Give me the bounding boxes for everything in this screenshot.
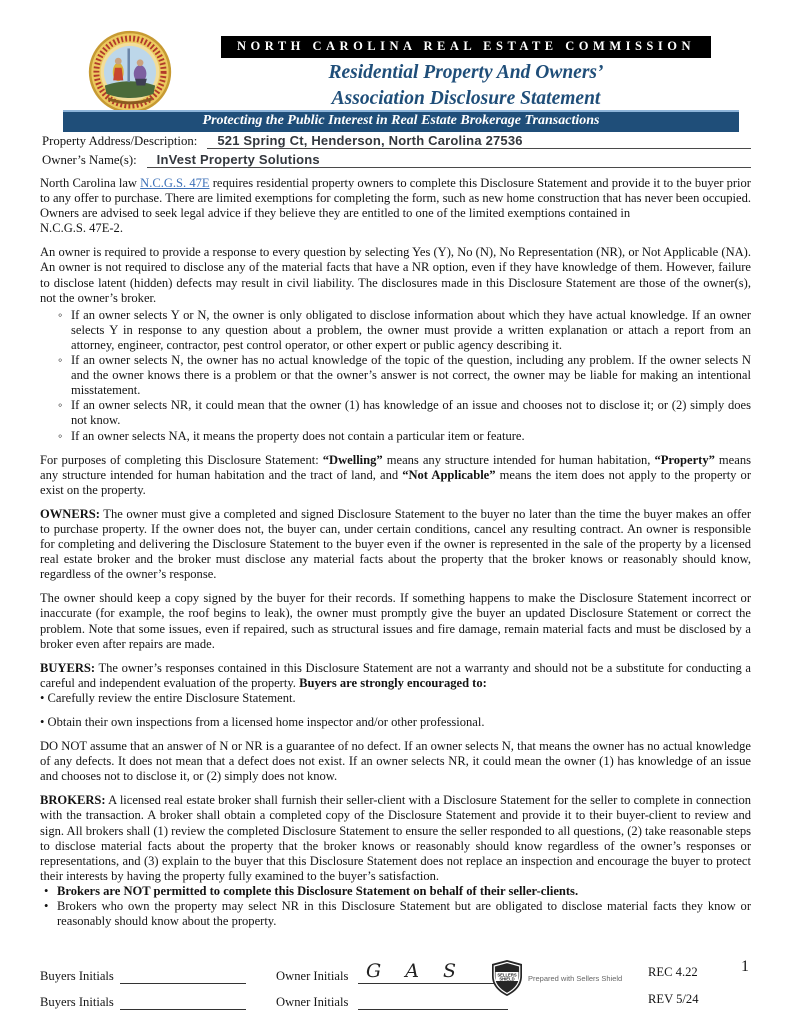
brokers-paragraph [40, 793, 751, 884]
list-item [58, 398, 751, 428]
brokers-text: A licensed real estate broker shall furnish their seller-client with a Disclosure Statement for the seller to complete in connection with the transaction. A broker shall obtain a completed copy of the Disclosure Statement and provide it to their buyer-client to review and sign. All brokers shall (1) review the completed Disclosure Statement to ensure the seller responded to all questions, (2) take reasonable steps to disclose material facts about the property that the broker knows or reasonably should know regardless of the owner’s responses or representations, and (3) explain to the buyer that this Disclosure Statement does not replace an inspection and encourage the buyer to protect their interests by having the property fully examined to the buyer’s satisfaction. [40, 793, 751, 883]
sub-bullet-icon: ◦ [58, 353, 63, 368]
bullet-icon: • [40, 715, 45, 729]
dwelling-term: “Dwelling” [322, 452, 383, 467]
buyers-initials-line-1[interactable] [120, 963, 246, 984]
definitions-text: For purposes of completing this Disclosure Statement: [40, 452, 323, 467]
shield-caption: Prepared with Sellers Shield [528, 973, 623, 983]
owners-text: The owner must give a completed and signed Disclosure Statement to the buyer no later than the time the buyer makes an offer to purchase property. If the owner does not, the buyer can, under certain conditions, cancel any resulting contract. An owner is responsible for completing and delivering the Disclosure Statement to the buyer even if the owner is represented in the sale of the property by a licensed real estate broker and the broker must disclose any material facts about the property that the broker knows or reasonably should know, regardless of the owner’s response. [40, 506, 751, 582]
bullet-text: If an owner selects NA, it means the property does not contain a particular item or feature. [71, 428, 525, 443]
owner-initials-label: Owner Initials [276, 969, 349, 983]
response-options-paragraph: An owner is required to provide a response to every question by selecting Yes (Y), No (N), No Representation (NR), or Not Applicable (NA). An owner is not required to disclose any of the material facts that have a NR option, even if they have knowledge of them. However, failure to disclose latent (hidden) defects may result in civil liability. The disclosures made in this Disclosure Statement are those of the owner(s), not the owner’s broker. [40, 245, 751, 305]
sellers-shield-branding [492, 960, 622, 996]
bullet-text: If an owner selects Y or N, the owner is only obligated to disclose information about which they have actual knowledge. If an owner selects Y in response to any question about a problem, the owner must provide a written explanation or attach a report from an attorney, engineer, contractor, pest control operator, or other expert or public agency describing it. [71, 307, 751, 352]
bullet-text: If an owner selects N, the owner has no actual knowledge of the topic of the question, including any problem. If the owner selects N and the owner knows there is a problem or that the owner’s answer is not correct, the owner may be liable for making an intentional misstatement. [71, 353, 751, 398]
buyers-bullet-1 [40, 691, 751, 706]
property-address-row [42, 132, 751, 149]
brokers-heading: BROKERS: [40, 793, 106, 808]
page-number: 1 [741, 958, 749, 975]
document-header [190, 36, 742, 110]
sub-bullet-icon: ◦ [58, 428, 63, 443]
bullet-icon: • [44, 899, 49, 914]
initials-row-1 [40, 958, 751, 984]
buyers-initials-label: Buyers Initials [40, 995, 114, 1009]
commission-title-bar: NORTH CAROLINA REAL ESTATE COMMISSION [221, 36, 711, 58]
bullet-text: If an owner selects NR, it could mean that the owner (1) has knowledge of an issue and chooses not to disclose it; or (2) simply does not know. [71, 398, 751, 428]
owners-heading: OWNERS: [40, 506, 100, 521]
bullet-text: Obtain their own inspections from a licensed home inspector and/or other professional. [47, 715, 485, 729]
bullet-text: Brokers are NOT permitted to complete this Disclosure Statement on behalf of their seller-clients. [57, 883, 579, 898]
property-term: “Property” [654, 452, 715, 467]
tagline-banner: Protecting the Public Interest in Real Estate Brokerage Transactions [63, 110, 739, 132]
intro-paragraph [40, 176, 751, 236]
owner-name-row [42, 151, 751, 168]
document-title-line1: Residential Property And Owners’ [328, 62, 604, 83]
list-item [58, 429, 751, 444]
buyers-initials-line-2[interactable] [120, 989, 246, 1010]
list-item [58, 308, 751, 353]
list-item [44, 884, 751, 899]
property-address-value[interactable]: 521 Spring Ct, Henderson, North Carolina 27536 [207, 133, 751, 149]
owner-initials-line-1[interactable] [358, 959, 508, 984]
buyers-paragraph [40, 661, 751, 691]
list-item [44, 899, 751, 929]
sub-bullet-icon: ◦ [58, 398, 63, 413]
definitions-text: means the item does not apply to the property or exist on the property. [40, 467, 751, 497]
definitions-text: means any structure intended for human habitation, [382, 452, 655, 467]
buyers-bullet-2 [40, 715, 751, 730]
definitions-text: means any structure intended for human habitation and the tract of land, and [40, 452, 751, 482]
buyers-text: The owner’s responses contained in this Disclosure Statement are not a warranty and should not be a substitute for conducting a careful and independent evaluation of the property. [40, 660, 751, 690]
initials-row-2 [40, 984, 751, 1010]
buyers-encouraged-text: Buyers are strongly encouraged to: [299, 675, 487, 690]
document-title-line2: Association Disclosure Statement [331, 88, 601, 109]
nc-state-seal-icon [88, 30, 172, 114]
owner-copy-paragraph: The owner should keep a copy signed by the buyer for their records. If something happens to make the Disclosure Statement incorrect or inaccurate (for example, the roof begins to leak), the owner must promptly give the buyer an updated Disclosure Statement or correct the problem. Note that some issues, even if repaired, such as structural issues and fire damage, remain material facts and must be disclosed by a broker even after repairs are made. [40, 591, 751, 651]
bullet-icon: • [40, 690, 45, 705]
form-revision-meta [648, 959, 699, 1013]
sub-bullet-icon: ◦ [58, 307, 63, 322]
do-not-assume-paragraph: DO NOT assume that an answer of N or NR is a guarantee of no defect. If an owner selects N, that means the owner has no actual knowledge of any defects. It does not mean that a defect does not exist. If an owner selects NR, it could mean the owner (1) has knowledge of an issue and chooses not to disclose it, or (2) simply does not know. [40, 739, 751, 784]
owner-name-value[interactable]: InVest Property Solutions [147, 152, 751, 168]
response-options-bullet-list [58, 308, 751, 444]
buyers-heading: BUYERS: [40, 660, 96, 675]
bullet-icon: • [44, 883, 49, 898]
owner-initials-label: Owner Initials [276, 995, 349, 1009]
buyers-initials-label: Buyers Initials [40, 969, 114, 983]
intro-text-pre: North Carolina law [40, 176, 141, 190]
owner-initials-line-2[interactable] [358, 985, 508, 1010]
property-address-label: Property Address/Description: [42, 134, 198, 148]
intro-text-post: requires residential property owners to complete this Disclosure Statement and provide it to the buyer prior to any offer to purchase. There are limited exemptions for completing the form, such as new home construction that has never been occupied. Owners are advised to seek legal advice if they believe they are entitled to one of the limited exemptions contained in [40, 176, 751, 221]
bullet-text: Carefully review the entire Disclosure Statement. [47, 690, 296, 705]
list-item [58, 353, 751, 398]
sellers-shield-icon [492, 960, 522, 996]
initials-footer [40, 958, 751, 1014]
definitions-paragraph [40, 453, 751, 498]
owner-initials-signature: G A S [366, 960, 465, 982]
not-applicable-term: “Not Applicable” [402, 467, 496, 482]
document-body [40, 176, 751, 929]
brokers-bullet-list [40, 884, 751, 929]
svg-text:SHIELD: SHIELD [499, 976, 515, 982]
rev-date: REV 5/24 [648, 992, 699, 1006]
owners-paragraph [40, 507, 751, 582]
ncgs-47e-link[interactable]: N.C.G.S. 47E [140, 176, 210, 190]
bullet-text: Brokers who own the property may select NR in this Disclosure Statement but are obligated to disclose material facts they know or reasonably should know about the property. [57, 899, 751, 929]
rec-number: REC 4.22 [648, 965, 698, 979]
property-info-form [42, 132, 751, 170]
svg-text:SELLERS: SELLERS [497, 972, 517, 978]
intro-statute-line: N.C.G.S. 47E-2. [40, 221, 123, 236]
owner-name-label: Owner’s Name(s): [42, 153, 137, 167]
